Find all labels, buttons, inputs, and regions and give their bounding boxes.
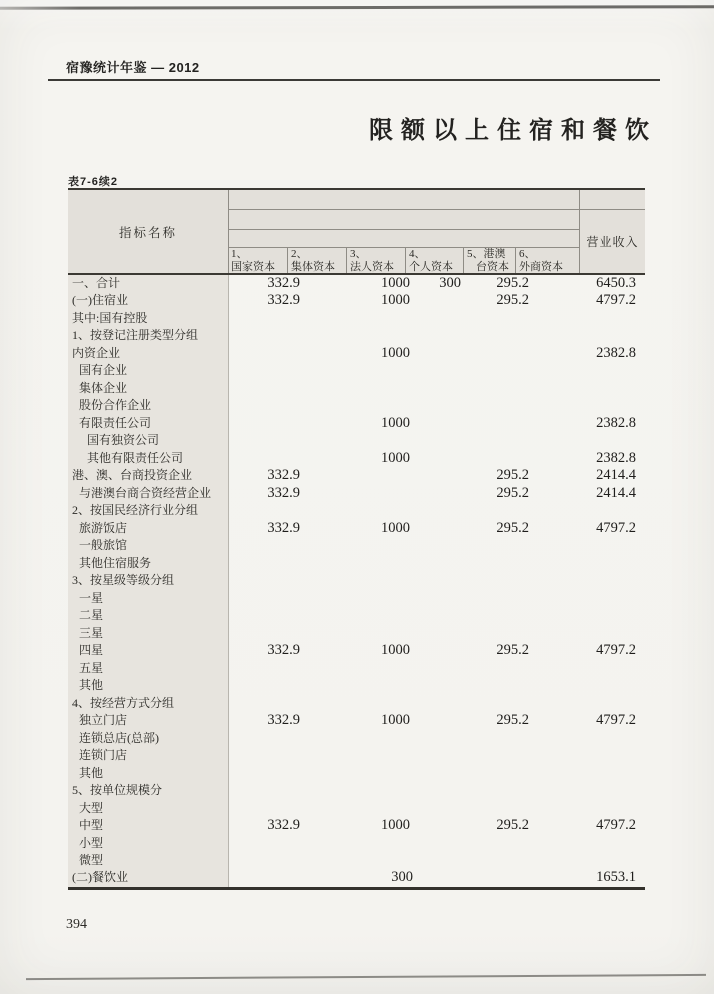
table-row bbox=[68, 485, 645, 502]
cell-value: 295.2 bbox=[496, 642, 529, 659]
row-label: 小型 bbox=[79, 835, 104, 850]
cell-value: 1000 bbox=[381, 344, 410, 361]
capital-column-header bbox=[463, 247, 515, 273]
cell-value: 2414.4 bbox=[596, 467, 636, 484]
row-label: 微型 bbox=[79, 852, 104, 867]
capital-column-header bbox=[346, 247, 405, 273]
capital-column-header bbox=[405, 247, 463, 273]
table-row bbox=[68, 572, 645, 589]
cell-value: 332.9 bbox=[267, 275, 300, 291]
header-label-line: 法人资本 bbox=[350, 260, 394, 273]
row-label: 独立门店 bbox=[79, 713, 128, 728]
table-row bbox=[68, 450, 645, 467]
table-row bbox=[68, 642, 645, 659]
row-label: 其他 bbox=[79, 765, 104, 780]
scan-edge-top-line bbox=[0, 5, 714, 9]
capital-column-header bbox=[515, 247, 579, 273]
row-label: 5、按单位规模分 bbox=[72, 783, 163, 798]
cell-value: 1653.1 bbox=[596, 869, 636, 886]
cell-value: 332.9 bbox=[267, 484, 300, 501]
row-label: 与港澳台商合资经营企业 bbox=[79, 485, 212, 500]
table-row bbox=[68, 817, 645, 834]
header-label-line: 国家资本 bbox=[231, 260, 275, 273]
row-label: 4、按经营方式分组 bbox=[72, 695, 175, 710]
table-row bbox=[68, 502, 645, 519]
cell-value: 2382.8 bbox=[596, 344, 636, 361]
row-label: 国有企业 bbox=[79, 363, 128, 378]
table-row bbox=[68, 292, 645, 309]
row-label: 旅游饭店 bbox=[79, 520, 128, 535]
table-row bbox=[68, 660, 645, 677]
cell-value: 295.2 bbox=[496, 712, 529, 729]
capital-column-header bbox=[228, 247, 287, 273]
table-row bbox=[68, 712, 645, 729]
row-label: 内资企业 bbox=[72, 345, 121, 360]
row-label: 集体企业 bbox=[79, 380, 128, 395]
header-label-line: 3、 bbox=[350, 248, 367, 260]
row-label: (一)住宿业 bbox=[72, 293, 128, 308]
cell-value: 2414.4 bbox=[596, 484, 636, 501]
cell-value: 1000 bbox=[381, 414, 410, 431]
table-row bbox=[68, 835, 645, 852]
cell-value: 1000 bbox=[381, 449, 410, 466]
header-gridline-horizontal bbox=[229, 229, 579, 230]
row-label: 其中:国有控股 bbox=[72, 310, 148, 325]
table-row bbox=[68, 537, 645, 554]
row-label: 1、按登记注册类型分组 bbox=[72, 328, 199, 343]
cell-value: 6450.3 bbox=[596, 275, 636, 291]
cell-value: 4797.2 bbox=[596, 817, 636, 834]
row-label: 3、按星级等级分组 bbox=[72, 573, 175, 588]
cell-value: 332.9 bbox=[267, 292, 300, 309]
capital-column-header bbox=[287, 247, 346, 273]
row-label: 其他住宿服务 bbox=[79, 555, 152, 570]
row-label: 连锁总店(总部) bbox=[79, 730, 159, 745]
table-body bbox=[68, 275, 645, 890]
revenue-column-header: 营业收入 bbox=[586, 235, 639, 249]
row-label: 大型 bbox=[79, 800, 104, 815]
table-row bbox=[68, 555, 645, 572]
header-label-line: 4、 bbox=[409, 248, 426, 260]
page-number: 394 bbox=[66, 917, 87, 932]
cell-value: 300 bbox=[391, 869, 413, 886]
cell-value: 1000 bbox=[381, 817, 410, 834]
cell-value: 4797.2 bbox=[596, 642, 636, 659]
cell-value: 2382.8 bbox=[596, 449, 636, 466]
cell-value: 332.9 bbox=[267, 519, 300, 536]
header-label-line: 1、 bbox=[231, 248, 248, 260]
row-label: 三星 bbox=[79, 625, 104, 640]
cell-value: 4797.2 bbox=[596, 292, 636, 309]
header-label-line: 个人资本 bbox=[409, 260, 453, 273]
table-row bbox=[68, 345, 645, 362]
table-caption: 表7-6续2 bbox=[68, 176, 119, 188]
running-head-rule bbox=[48, 79, 660, 81]
table-row bbox=[68, 275, 645, 292]
section-title: 限额以上住宿和餐饮 bbox=[369, 118, 657, 144]
scan-edge-bottom-line bbox=[26, 974, 706, 980]
statistics-table bbox=[68, 188, 645, 890]
table-row bbox=[68, 607, 645, 624]
table-row bbox=[68, 380, 645, 397]
table-header bbox=[68, 188, 645, 275]
header-label-line: 2、 bbox=[291, 248, 308, 260]
row-label: 一般旅馆 bbox=[79, 538, 128, 553]
table-row bbox=[68, 397, 645, 414]
cell-value: 295.2 bbox=[496, 817, 529, 834]
header-label-line: 台资本 bbox=[476, 260, 509, 273]
table-row bbox=[68, 852, 645, 869]
cell-value: 1000 bbox=[381, 275, 410, 291]
cell-value: 332.9 bbox=[267, 817, 300, 834]
table-row bbox=[68, 432, 645, 449]
cell-value: 332.9 bbox=[267, 467, 300, 484]
table-row bbox=[68, 730, 645, 747]
table-row bbox=[68, 800, 645, 817]
row-label: 一星 bbox=[79, 590, 104, 605]
table-row bbox=[68, 520, 645, 537]
table-rows bbox=[68, 275, 645, 887]
running-head: 宿豫统计年鉴 — 2012 bbox=[66, 60, 200, 75]
cell-value: 295.2 bbox=[496, 467, 529, 484]
cell-value: 295.2 bbox=[496, 292, 529, 309]
row-label: 其他有限责任公司 bbox=[87, 450, 184, 465]
header-label-line: 6、 bbox=[519, 248, 536, 260]
table-row bbox=[68, 590, 645, 607]
cell-value: 4797.2 bbox=[596, 712, 636, 729]
row-label: 四星 bbox=[79, 643, 104, 658]
cell-value: 1000 bbox=[381, 642, 410, 659]
row-label: 有限责任公司 bbox=[79, 415, 152, 430]
indicator-name-header: 指标名称 bbox=[118, 225, 177, 240]
cell-value: 1000 bbox=[381, 292, 410, 309]
cell-value: 1000 bbox=[381, 519, 410, 536]
cell-value: 332.9 bbox=[267, 712, 300, 729]
table-row bbox=[68, 869, 645, 886]
table-row bbox=[68, 625, 645, 642]
row-label: 2、按国民经济行业分组 bbox=[72, 503, 199, 518]
row-label: 连锁门店 bbox=[79, 748, 128, 763]
cell-value: 2382.8 bbox=[596, 414, 636, 431]
table-row bbox=[68, 327, 645, 344]
row-label: 股份合作企业 bbox=[79, 398, 152, 413]
row-label: 中型 bbox=[79, 818, 104, 833]
table-row bbox=[68, 467, 645, 484]
row-label: 国有独资公司 bbox=[87, 433, 160, 448]
table-row bbox=[68, 765, 645, 782]
cell-value: 1000 bbox=[381, 712, 410, 729]
table-row bbox=[68, 782, 645, 799]
table-row bbox=[68, 362, 645, 379]
header-label-line: 外商资本 bbox=[519, 260, 563, 273]
row-label: 港、澳、台商投资企业 bbox=[72, 468, 193, 483]
table-row bbox=[68, 747, 645, 764]
table-row bbox=[68, 310, 645, 327]
header-label-line: 集体资本 bbox=[291, 260, 335, 273]
cell-value: 332.9 bbox=[267, 642, 300, 659]
row-label: (二)餐饮业 bbox=[72, 870, 128, 885]
row-label: 五星 bbox=[79, 660, 104, 675]
row-label: 其他 bbox=[79, 678, 104, 693]
header-label-line: 5、港澳 bbox=[467, 248, 506, 260]
cell-value: 295.2 bbox=[496, 484, 529, 501]
cell-value: 300 bbox=[439, 275, 461, 291]
row-label: 二星 bbox=[79, 608, 104, 623]
table-row bbox=[68, 677, 645, 694]
cell-value: 295.2 bbox=[496, 275, 529, 291]
table-row bbox=[68, 695, 645, 712]
row-label: 一、合计 bbox=[72, 276, 121, 290]
cell-value: 4797.2 bbox=[596, 519, 636, 536]
table-row bbox=[68, 415, 645, 432]
cell-value: 295.2 bbox=[496, 519, 529, 536]
